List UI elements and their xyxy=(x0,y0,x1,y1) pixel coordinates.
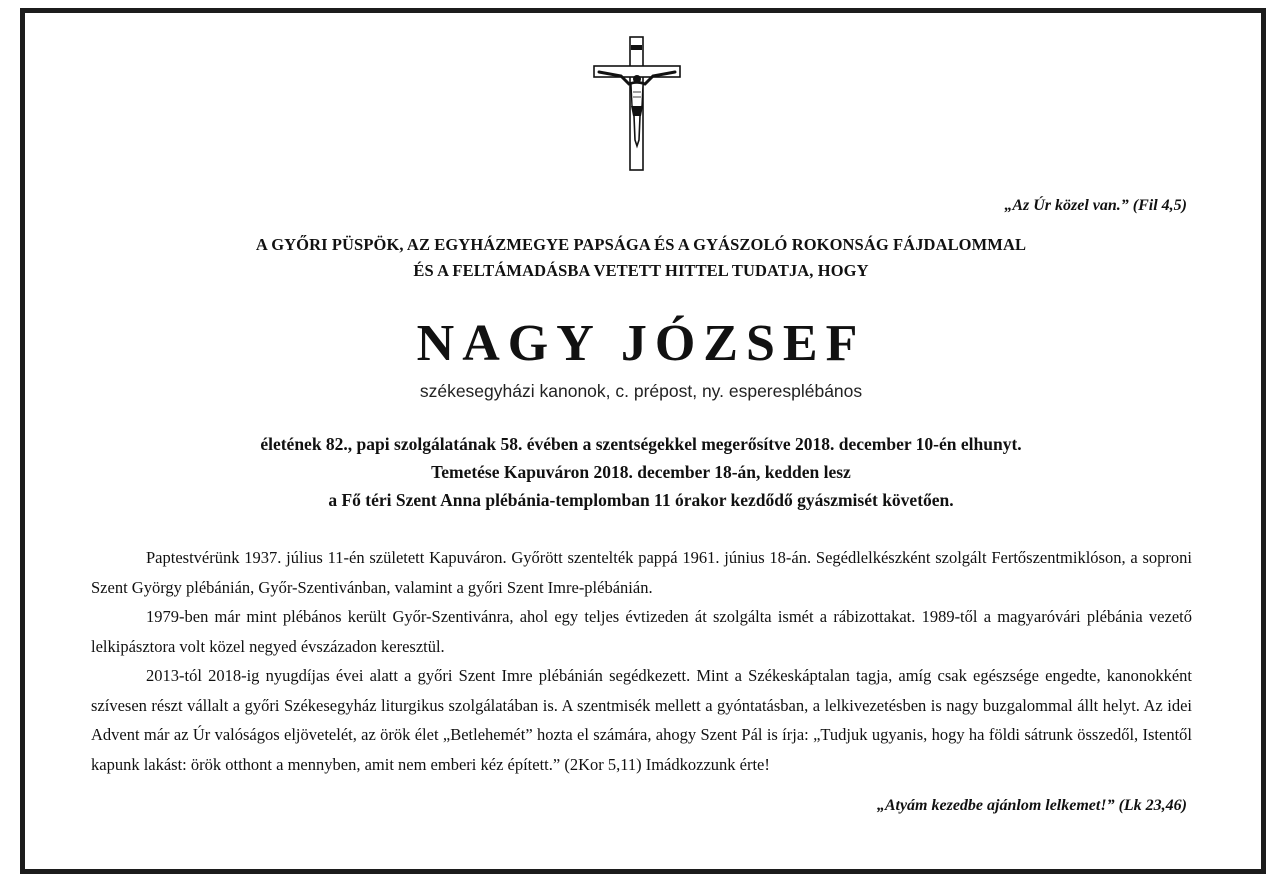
announcement-line-2: ÉS A FELTÁMADÁSBA VETETT HITTEL TUDATJA, HOGY xyxy=(413,261,869,280)
motto-bottom: „Atyám kezedbe ajánlom lelkemet!” (Lk 23,46) xyxy=(876,797,1187,814)
death-notice xyxy=(0,430,1282,514)
death-notice-line-1: életének 82., papi szolgálatának 58. évében a szentségekkel megerősítve 2018. december 10-én elhunyt. xyxy=(260,434,1022,454)
death-notice-line-3: a Fő téri Szent Anna plébánia-templomban 11 órakor kezdődő gyászmisét követően. xyxy=(328,490,954,510)
motto-top: „Az Úr közel van.” (Fil 4,5) xyxy=(1004,197,1187,214)
biography-paragraph-3: 2013-tól 2018-ig nyugdíjas évei alatt a győri Szent Imre plébánián segédkezett. Mint a Székeskáptalan tagja, amíg csak egészsége engedte, kanonokként szívesen részt vállalt a győri Székesegyház liturgikus szolgálatában is. A szentmisék mellett a gyóntatásban, a lelkivezetésben is nagy buzgalommal állt helyt. Az idei Advent már az Úr valóságos eljövetelét, az örök élet „Betlehemét” hozta el számára, ahogy Szent Pál is írja: „Tudjuk ugyanis, hogy ha földi sátrunk összedől, Istentől kapunk lakást: örök otthont a mennyben, amit nem emberi kéz épített.” (2Kor 5,11) Imádkozzunk érte! xyxy=(91,666,1192,774)
crucifix-icon xyxy=(591,36,687,172)
deceased-name: NAGY JÓZSEF xyxy=(416,315,866,372)
biography xyxy=(91,543,1192,779)
biography-paragraph-1: Paptestvérünk 1937. július 11-én született Kapuváron. Győrött szentelték pappá 1961. június 18-án. Segédlelkészként szolgált Fertőszentmiklóson, a soproni Szent György plébánián, Győr-Szentivánban, valamint a győri Szent Imre-plébánián. xyxy=(91,548,1192,597)
announcement xyxy=(0,232,1282,284)
death-notice-line-2: Temetése Kapuváron 2018. december 18-án, kedden lesz xyxy=(431,462,851,482)
deceased-title: székesegyházi kanonok, c. prépost, ny. esperesplébános xyxy=(419,381,863,401)
biography-paragraph-2: 1979-ben már mint plébános került Győr-Szentivánra, ahol egy teljes évtizeden át szolgálta ismét a rábizottakat. 1989-től a magyaróvári plébánia vezető lelkipásztora volt közel negyed évszázadon keresztül. xyxy=(91,607,1192,656)
announcement-line-1: A GYŐRI PÜSPÖK, AZ EGYHÁZMEGYE PAPSÁGA ÉS A GYÁSZOLÓ ROKONSÁG FÁJDALOMMAL xyxy=(255,235,1027,254)
